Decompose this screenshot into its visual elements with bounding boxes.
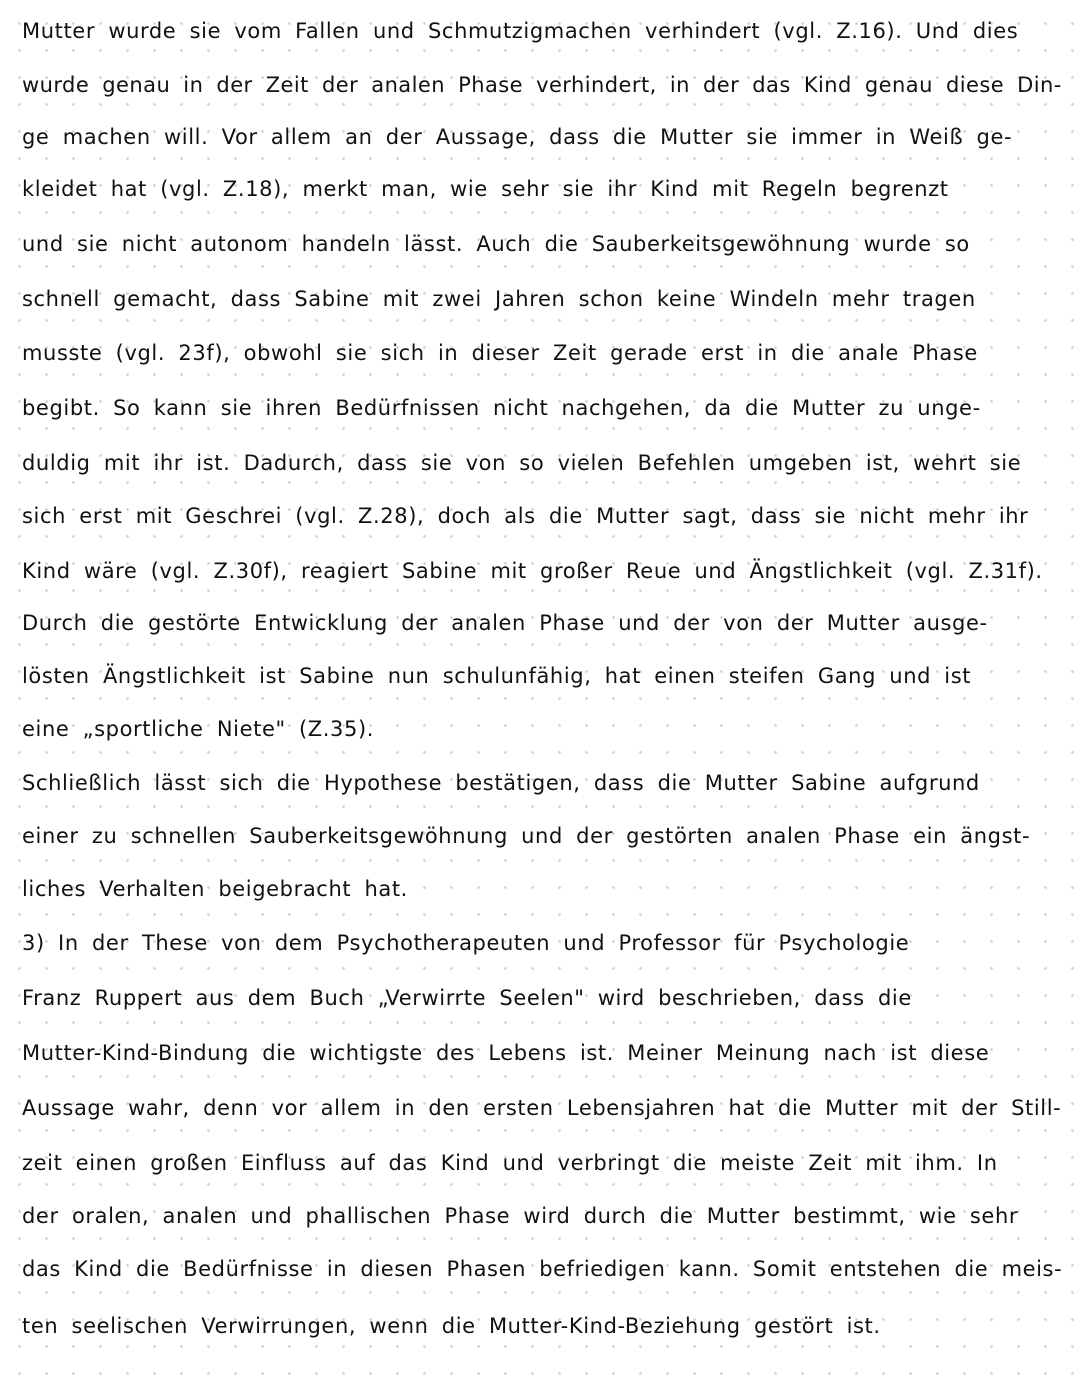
text-line: kleidet hat (vgl. Z.18), merkt man, wie sehr sie ihr Kind mit Regeln begrenzt [22, 177, 949, 201]
text-line: Durch die gestörte Entwicklung der analen Phase und der von der Mutter ausge- [22, 611, 988, 635]
text-line: liches Verhalten beigebracht hat. [22, 877, 408, 901]
text-line: 3) In der These von dem Psychotherapeuten und Professor für Psychologie [22, 931, 910, 955]
text-line: eine „sportliche Niete" (Z.35). [22, 717, 375, 741]
text-line: einer zu schnellen Sauberkeitsgewöhnung und der gestörten analen Phase ein ängst- [22, 824, 1031, 848]
text-line: und sie nicht autonom handeln lässt. Auch die Sauberkeitsgewöhnung wurde so [22, 232, 970, 256]
text-line: Aussage wahr, denn vor allem in den ersten Lebensjahren hat die Mutter mit der Still- [22, 1096, 1062, 1120]
text-line: duldig mit ihr ist. Dadurch, dass sie von so vielen Befehlen umgeben ist, wehrt sie [22, 451, 1022, 475]
text-line: Mutter wurde sie vom Fallen und Schmutzigmachen verhindert (vgl. Z.16). Und dies [22, 19, 1019, 43]
text-line: Mutter-Kind-Bindung die wichtigste des Lebens ist. Meiner Meinung nach ist diese [22, 1041, 990, 1065]
text-line: ten seelischen Verwirrungen, wenn die Mutter-Kind-Beziehung gestört ist. [22, 1314, 881, 1338]
text-line: das Kind die Bedürfnisse in diesen Phasen befriedigen kann. Somit entstehen die meis- [22, 1257, 1063, 1281]
text-line: begibt. So kann sie ihren Bedürfnissen nicht nachgehen, da die Mutter zu unge- [22, 396, 981, 420]
text-line: Kind wäre (vgl. Z.30f), reagiert Sabine mit großer Reue und Ängstlichkeit (vgl. Z.31f). [22, 559, 1043, 583]
text-line: musste (vgl. 23f), obwohl sie sich in dieser Zeit gerade erst in die anale Phase [22, 341, 978, 365]
text-line: schnell gemacht, dass Sabine mit zwei Jahren schon keine Windeln mehr tragen [22, 287, 976, 311]
text-line: sich erst mit Geschrei (vgl. Z.28), doch als die Mutter sagt, dass sie nicht mehr ihr [22, 504, 1029, 528]
text-line: lösten Ängstlichkeit ist Sabine nun schulunfähig, hat einen steifen Gang und ist [22, 664, 972, 688]
text-line: Schließlich lässt sich die Hypothese bestätigen, dass die Mutter Sabine aufgrund [22, 771, 980, 795]
text-line: der oralen, analen und phallischen Phase wird durch die Mutter bestimmt, wie sehr [22, 1204, 1019, 1228]
text-line: wurde genau in der Zeit der analen Phase verhindert, in der das Kind genau diese Din- [22, 73, 1062, 97]
text-line: zeit einen großen Einfluss auf das Kind und verbringt die meiste Zeit mit ihm. In [22, 1151, 998, 1175]
text-line: ge machen will. Vor allem an der Aussage, dass die Mutter sie immer in Weiß ge- [22, 125, 1013, 149]
text-line: Franz Ruppert aus dem Buch „Verwirrte Seelen" wird beschrieben, dass die [22, 986, 912, 1010]
